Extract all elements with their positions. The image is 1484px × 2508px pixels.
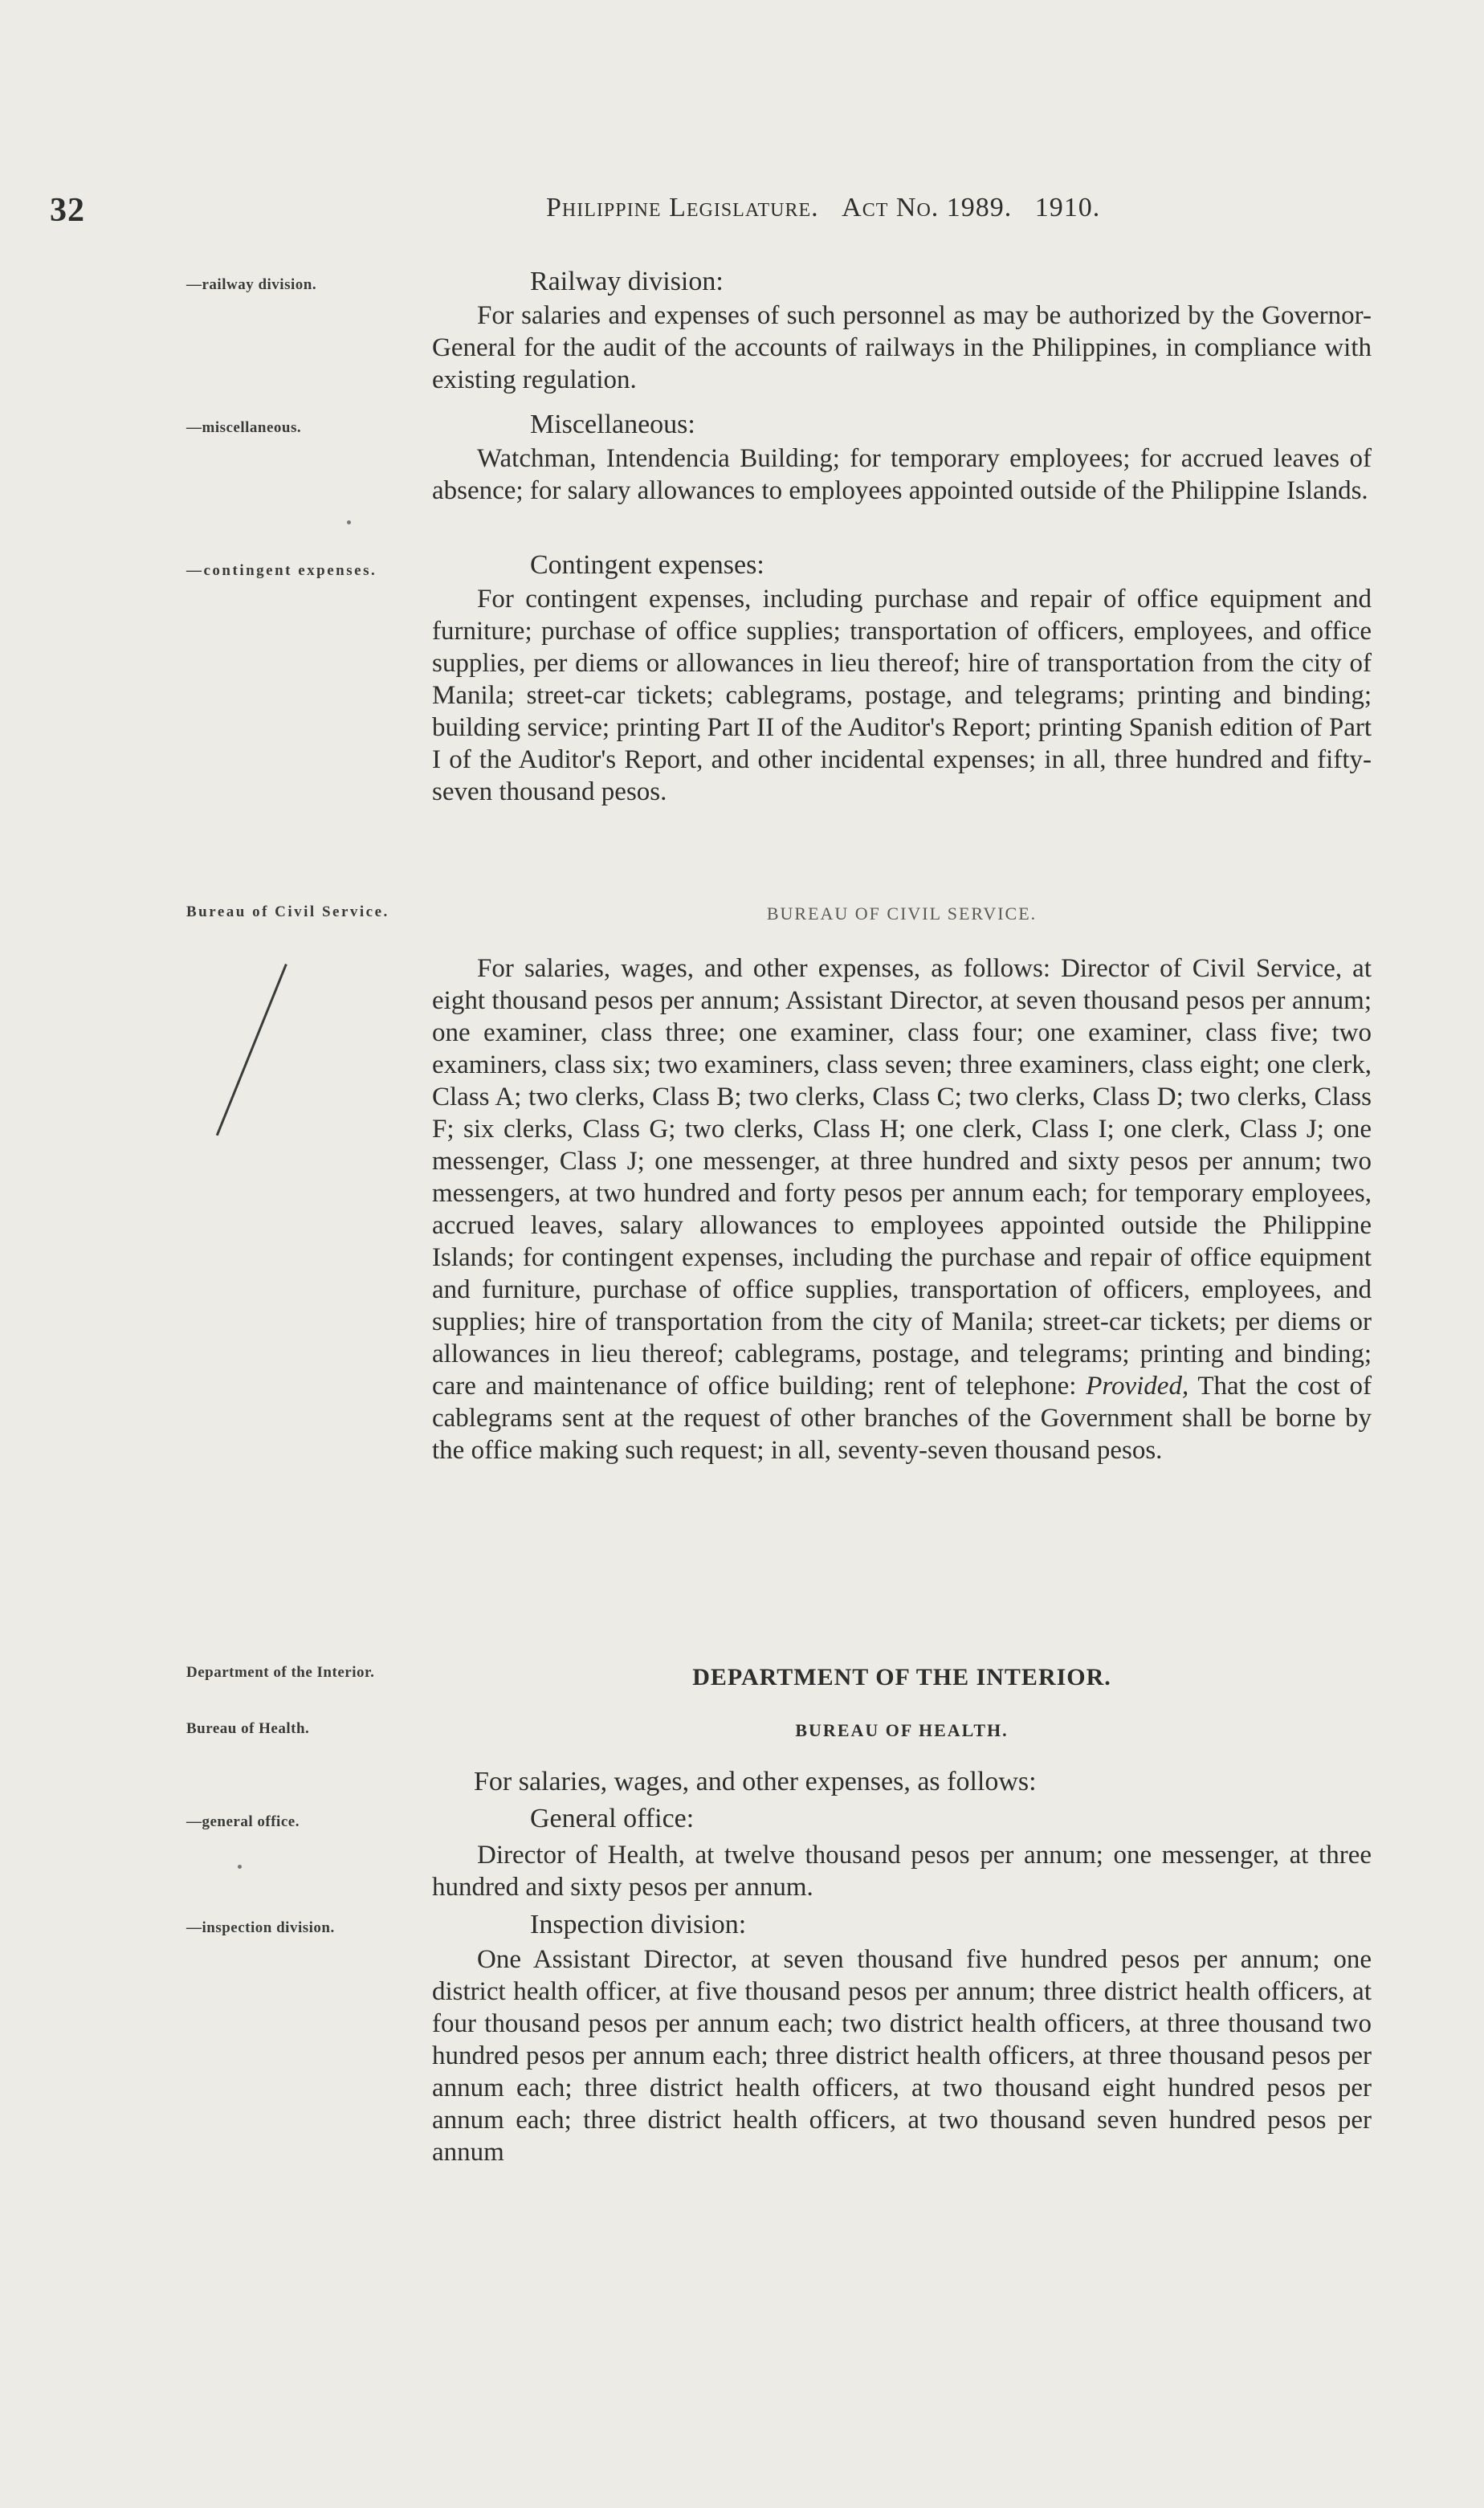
railway-paragraph: For salaries and expenses of such personnel as may be authorized by the Governor-General for the audit of the accounts of railways in the Philippines, in compliance with existing regulation. (432, 301, 1372, 394)
railway-title: Railway division: (530, 267, 724, 296)
margin-note-health: Bureau of Health. (186, 1720, 310, 1737)
health-heading: BUREAU OF HEALTH. (795, 1720, 1009, 1740)
running-head (546, 193, 1100, 223)
general-office-paragraph: Director of Health, at twelve thousand pesos per annum; one messenger, at three hundred and sixty pesos per annum. (432, 1841, 1372, 1902)
general-office-title: General office: (530, 1804, 695, 1833)
margin-note-interior: Department of the Interior. (186, 1664, 375, 1681)
civil-service-paragraph (432, 952, 1372, 1466)
running-head-act: Act No. 1989. (842, 193, 1013, 222)
handwritten-slash-mark (216, 964, 287, 1136)
margin-note-contingent: —contingent expenses. (186, 562, 377, 579)
misc-paragraph: Watchman, Intendencia Building; for temporary employees; for accrued leaves of absence; for salary allowances to employees appointed outside of the Philippine Islands. (432, 444, 1372, 505)
misc-title: Miscellaneous: (530, 410, 695, 439)
civil-service-heading: BUREAU OF CIVIL SERVICE. (766, 903, 1038, 924)
civil-service-text-b: That the cost of cablegrams sent at the request of other branches of the Government shall be borne by the office making such request; in all, seventy-seven thousand pesos. (432, 1372, 1372, 1465)
running-head-year: 1910. (1034, 193, 1101, 222)
inspection-paragraph: One Assistant Director, at seven thousand five hundred pesos per annum; one district health officer, at five thousand pesos per annum; three district health officers, at four thousand pesos per annum each; two district health officers, at three thousand two hundred pesos per annum each; three district health officers, at three thousand pesos per annum each; three district health officers, at two thousand eight hundred pesos per annum each; three district health officers, at two thousand seven hundred pesos per annum (432, 1945, 1372, 2167)
health-intro: For salaries, wages, and other expenses, as follows: (474, 1767, 1037, 1796)
inspection-title: Inspection division: (530, 1910, 747, 1939)
provided-italic: Provided, (1086, 1372, 1189, 1401)
margin-note-civil-service: Bureau of Civil Service. (186, 903, 389, 920)
contingent-paragraph: For contingent expenses, including purchase and repair of office equipment and furniture; purchase of office supplies; transportation of officers, employees, and office supplies, per diems or allowances in lieu thereof; hire of transportation from the city of Manila; street-car tickets; cablegrams, postage, and telegrams; printing and binding; building service; printing Part II of the Auditor's Report; printing Spanish edition of Part I of the Auditor's Report, and other incidental expenses; in all, three hundred and fifty-seven thousand pesos. (432, 585, 1372, 806)
interior-heading: DEPARTMENT OF THE INTERIOR. (692, 1664, 1111, 1690)
margin-note-miscellaneous: —miscellaneous. (186, 419, 302, 436)
speck (347, 520, 351, 524)
margin-note-railway: —railway division. (186, 276, 317, 293)
page-number: 32 (50, 192, 85, 229)
speck (238, 1865, 242, 1869)
margin-note-general: —general office. (186, 1813, 300, 1830)
civil-service-text-a: For salaries, wages, and other expenses, as follows: Director of Civil Service, at eight thousand pesos per annum; Assistant Director, at seven thousand pesos per annum; one examiner, class three; one examiner, class four; one examiner, class five; two examiners, class six; two examiners, class seven; three examiners, class eight; one clerk, Class A; two clerks, Class B; two clerks, Class C; two clerks, Class D; two clerks, Class F; six clerks, Class G; two clerks, Class H; one clerk, Class I; one clerk, Class J; one messenger, Class J; one messenger, at three hundred and sixty pesos per annum; two messengers, at two hundred and forty pesos per annum each; for temporary employees, accrued leaves, salary allowances to employees appointed outside the Philippine Islands; for contingent expenses, including the purchase and repair of office equipment and furniture, purchase of office supplies, transportation of officers, employees, and supplies; hire of transportation from the city of Manila; street-car tickets; per diems or allowances in lieu thereof; cablegrams, postage, and telegrams; printing and binding; care and maintenance of office building; rent of telephone: (432, 954, 1372, 1401)
running-head-title: Philippine Legislature. (546, 193, 819, 222)
margin-note-inspection: —inspection division. (186, 1919, 335, 1936)
contingent-title: Contingent expenses: (530, 550, 764, 580)
